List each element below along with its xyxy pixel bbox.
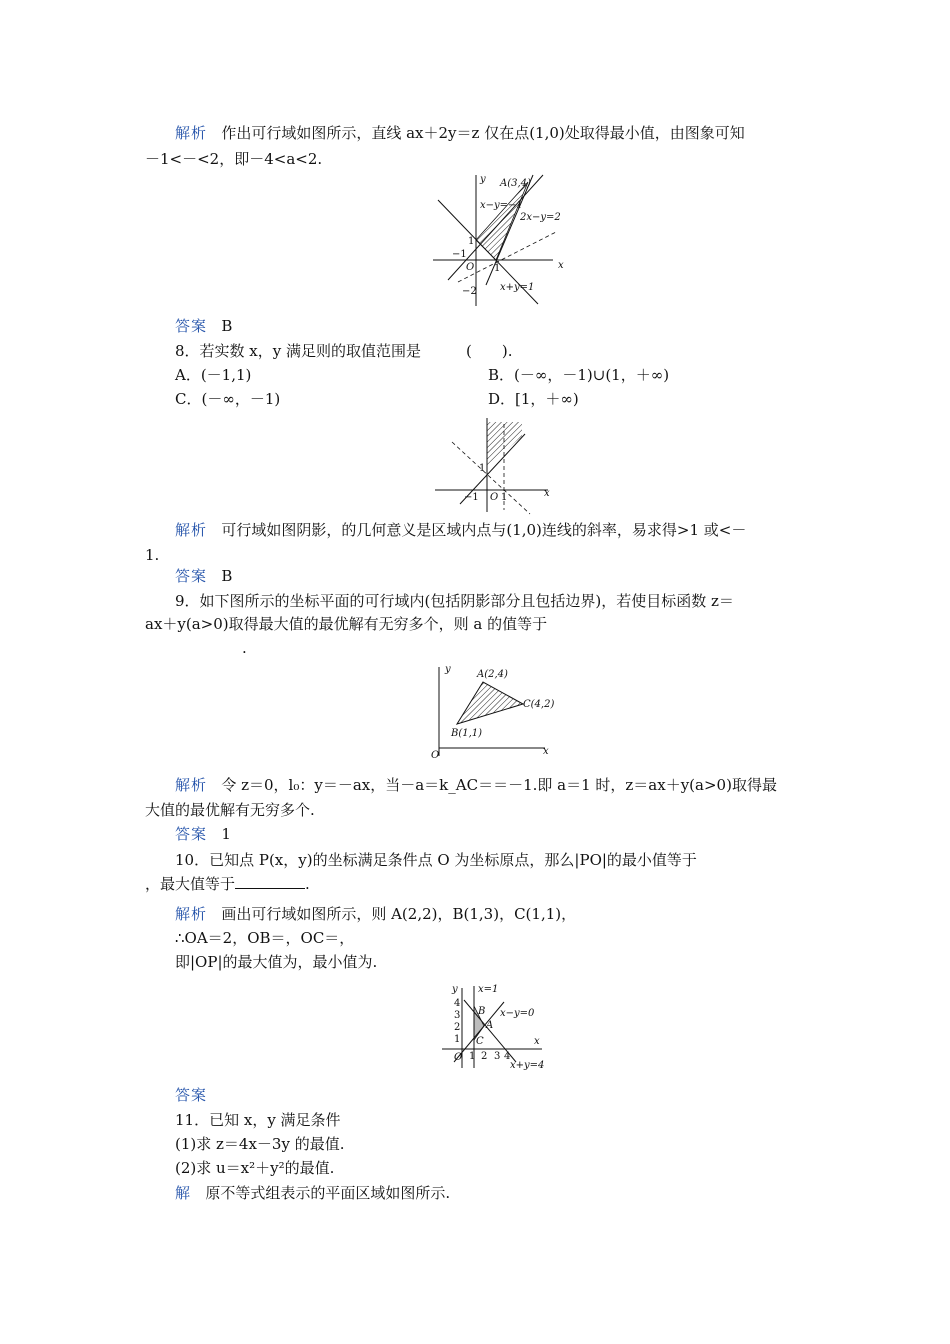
q10-solution-text-2: ∴OA＝2，OB＝，OC＝， — [175, 929, 355, 947]
q10-stem-1: 10．已知点 P(x，y)的坐标满足条件点 O 为坐标原点，那么|PO|的最小值等于 — [175, 851, 697, 869]
q10-tick-y4: 4 — [454, 998, 461, 1009]
q10-stem-2b: . — [305, 875, 310, 893]
q9-graph — [425, 662, 555, 762]
q10-graph — [438, 982, 558, 1072]
q8-solution-text-1: 可行域如图阴影，的几何意义是区域内点与(1,0)连线的斜率，易求得>1 或<－ — [221, 521, 747, 539]
q8-graph — [430, 414, 560, 514]
q10-tick-x4: 4 — [504, 1051, 511, 1062]
q9-origin: O — [431, 750, 440, 761]
q11-solution — [175, 1183, 450, 1203]
q9-label-a: A(2,4) — [477, 669, 508, 680]
q7-label-x: x — [558, 260, 564, 271]
q7-answer-value: B — [221, 317, 233, 335]
q10-tick-y3: 3 — [454, 1010, 461, 1021]
q7-solution-text-1: 作出可行域如图所示，直线 ax＋2y＝z 仅在点(1,0)处取得最小值，由图象可知 — [221, 124, 745, 142]
q7-tick-x1: 1 — [494, 263, 501, 274]
q8-solution-text-2: 1. — [145, 546, 160, 564]
q7-graph — [428, 170, 568, 310]
q11-solution-label: 解 — [175, 1184, 192, 1202]
q7-solution-label: 解析 — [175, 124, 208, 142]
q8-answer-value: B — [221, 567, 233, 585]
q9-answer-label: 答案 — [175, 825, 208, 843]
q9-label-y: y — [445, 664, 451, 675]
q8-answer — [175, 566, 232, 586]
q7-solution-line-1 — [175, 123, 745, 143]
q9-solution-text-2: 大值的最优解有无穷多个. — [145, 801, 315, 819]
q10-label-x-minus-y: x−y=0 — [500, 1008, 535, 1019]
q10-stem-2 — [145, 874, 310, 894]
q8-option-c: C．(－∞，－1) — [175, 390, 281, 408]
q10-tick-x1: 1 — [469, 1051, 476, 1062]
q11-part-1: (1)求 z＝4x－3y 的最值. — [175, 1135, 345, 1153]
q7-figure — [428, 170, 568, 310]
q9-stem-1: 9．如下图所示的坐标平面的可行域内(包括阴影部分且包括边界)，若使目标函数 z＝ — [175, 592, 734, 610]
q10-solution-text-1: 画出可行域如图所示，则 A(2,2)，B(1,3)，C(1,1)， — [221, 905, 577, 923]
q9-answer — [175, 824, 231, 844]
q10-label-x: x — [534, 1036, 540, 1047]
q9-figure — [425, 662, 555, 762]
q10-origin: O — [454, 1052, 463, 1063]
q9-solution-line-1 — [175, 775, 777, 795]
q10-tick-y2: 2 — [454, 1022, 461, 1033]
q7-answer — [175, 316, 232, 336]
q9-label-c: C(4,2) — [523, 699, 555, 710]
q10-label-c: C — [476, 1036, 484, 1047]
q10-answer-label: 答案 — [175, 1086, 208, 1104]
q10-solution-line-1 — [175, 904, 576, 924]
q10-tick-y1: 1 — [454, 1034, 461, 1045]
q9-label-x: x — [543, 746, 549, 757]
q7-label-l2: 2x−y=2 — [520, 212, 561, 223]
q8-option-a: A．(－1,1) — [175, 366, 252, 384]
q10-label-x-plus-y: x+y=4 — [510, 1060, 545, 1071]
q8-tick-x-neg1: −1 — [464, 492, 479, 503]
q10-solution-text-3: 即|OP|的最大值为，最小值为. — [175, 953, 378, 971]
q9-label-b: B(1,1) — [451, 728, 483, 739]
q7-answer-label: 答案 — [175, 317, 208, 335]
q8-option-b: B．(－∞，－1)∪(1，＋∞) — [488, 366, 670, 384]
q10-answer-blank — [235, 874, 305, 889]
q11-solution-text: 原不等式组表示的平面区域如图所示. — [205, 1184, 451, 1202]
q8-figure — [430, 414, 560, 514]
q9-feasible-region — [457, 682, 523, 724]
q7-tick-x-neg1: −1 — [452, 249, 467, 260]
q7-origin: O — [466, 262, 475, 273]
q9-solution-text-1: 令 z＝0，l₀：y＝－ax，当－a＝k_AC＝＝－1.即 a＝1 时，z＝ax＋y(a>0)取得最 — [221, 776, 777, 794]
q9-stem-3: . — [242, 639, 247, 657]
q8-answer-label: 答案 — [175, 567, 208, 585]
q9-solution-label: 解析 — [175, 776, 208, 794]
q10-solution-label: 解析 — [175, 905, 208, 923]
q10-figure — [438, 982, 558, 1072]
q8-label-x: x — [544, 488, 550, 499]
q8-tick-x1: 1 — [501, 492, 508, 503]
q11-part-2: (2)求 u＝x²＋y²的最值. — [175, 1159, 335, 1177]
q10-tick-x3: 3 — [494, 1051, 501, 1062]
q8-option-d: D．[1，＋∞) — [488, 390, 579, 408]
q10-label-b: B — [478, 1006, 486, 1017]
q8-stem: 8．若实数 x，y 满足则的取值范围是 ( ). — [175, 342, 513, 360]
q8-origin: O — [490, 492, 499, 503]
q7-solution-text-2: －1<－<2，即－4<a<2. — [145, 150, 323, 168]
q7-label-l1: x−y=−1 — [480, 200, 523, 211]
q8-feasible-region — [487, 422, 522, 468]
q11-stem: 11．已知 x，y 满足条件 — [175, 1111, 341, 1129]
q10-answer — [175, 1085, 207, 1105]
q10-label-a: A — [486, 1020, 494, 1031]
q7-tick-y1: 1 — [468, 236, 475, 247]
q9-stem-2: ax＋y(a>0)取得最大值的最优解有无穷多个，则 a 的值等于 — [145, 615, 548, 633]
q10-tick-x2: 2 — [481, 1051, 488, 1062]
q10-label-y: y — [452, 984, 458, 995]
q7-tick-y-neg2: −2 — [462, 286, 477, 297]
q10-label-x1: x=1 — [478, 984, 499, 995]
q8-solution-line-1 — [175, 520, 746, 540]
q7-label-a: A(3,4) — [500, 178, 531, 189]
q9-answer-value: 1 — [221, 825, 231, 843]
q8-tick-y1: 1 — [479, 463, 486, 474]
q10-stem-2a: ，最大值等于 — [145, 875, 236, 893]
q7-label-y: y — [480, 174, 486, 185]
q7-label-l3: x+y=1 — [500, 282, 535, 293]
q8-solution-label: 解析 — [175, 521, 208, 539]
